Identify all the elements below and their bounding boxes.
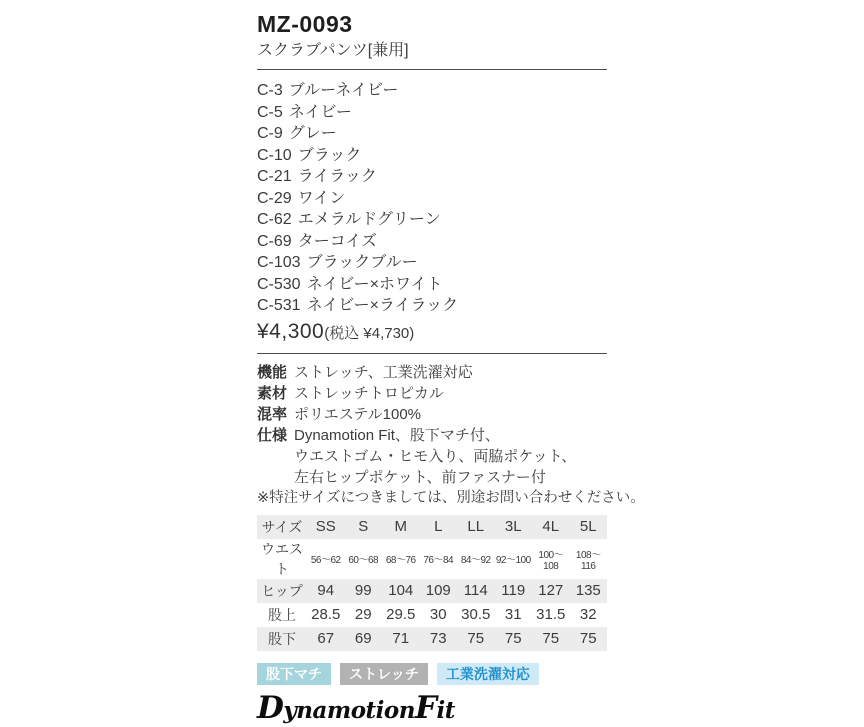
size-cell: M [382, 515, 420, 539]
color-code: C-21 [257, 168, 292, 185]
badge-stretch: ストレッチ [340, 663, 428, 685]
inseam-cell: 71 [382, 627, 420, 651]
spec-label: 素材 [257, 384, 288, 402]
waist-cell: 100〜108 [538, 549, 564, 572]
color-list-item [257, 274, 607, 296]
color-name: ブルーネイビー [288, 82, 399, 99]
color-list-item [257, 80, 607, 102]
waist-cell: 56〜62 [310, 555, 341, 566]
color-list-item [257, 123, 607, 145]
row-label: 股上 [268, 606, 296, 623]
spec-label: 機能 [257, 363, 288, 381]
color-list-item [257, 231, 607, 253]
spec-row [257, 383, 607, 404]
hip-cell: 99 [345, 579, 383, 603]
hip-cell: 119 [495, 579, 533, 603]
product-name: スクラブパンツ[兼用] [257, 42, 409, 59]
color-code: C-531 [257, 297, 301, 314]
size-cell: LL [457, 515, 495, 539]
inseam-cell: 67 [307, 627, 345, 651]
color-name: ライラック [297, 168, 377, 185]
inseam-row [257, 627, 607, 651]
logo-letters: ynamotion [283, 696, 415, 724]
waist-cell: 60〜68 [348, 555, 379, 566]
color-code: C-5 [257, 103, 283, 121]
color-code: C-530 [257, 275, 301, 293]
size-cell: SS [307, 515, 345, 539]
inseam-cell: 75 [532, 627, 570, 651]
spec-value-continued: ウエストゴム・ヒモ入り、両脇ポケット、 [294, 447, 577, 465]
color-name: ネイビー×ライラック [306, 297, 459, 314]
color-name: ターコイズ [297, 232, 378, 250]
color-name: ネイビー×ホワイト [306, 275, 443, 293]
color-list-item [257, 145, 607, 167]
hip-row [257, 579, 607, 603]
row-label: ヒップ [257, 579, 307, 603]
rise-cell: 31.5 [536, 606, 566, 623]
color-list-item [257, 166, 607, 188]
hip-cell: 104 [382, 579, 420, 603]
hip-cell: 114 [457, 579, 495, 603]
size-cell: L [420, 515, 458, 539]
logo-letter: F [414, 689, 437, 726]
color-name: ブラック [297, 146, 362, 164]
color-name: エメラルドグリーン [297, 211, 441, 228]
size-cell: 3L [495, 515, 533, 539]
color-list-item [257, 209, 607, 231]
product-code: MZ-0093 [257, 11, 353, 37]
feature-badges [257, 663, 607, 685]
color-list-item [257, 295, 607, 317]
color-name: ブラックブルー [306, 254, 418, 271]
rise-cell: 32 [579, 606, 597, 623]
color-list-item [257, 102, 607, 124]
badge-industrial-wash: 工業洗濯対応 [437, 663, 539, 685]
price-line [257, 320, 607, 344]
hip-cell: 94 [307, 579, 345, 603]
waist-cell: 84〜92 [460, 555, 491, 566]
price-tax-note: (税込 ¥4,730) [324, 324, 415, 342]
spec-label: 仕様 [257, 426, 288, 444]
inseam-cell: 69 [345, 627, 383, 651]
color-code: C-62 [257, 211, 292, 228]
waist-cell: 76〜84 [423, 555, 454, 566]
color-name: ネイビー [288, 103, 352, 121]
spec-value: ストレッチトロピカル [294, 384, 444, 402]
logo-letters: it [436, 696, 455, 724]
color-code: C-29 [257, 189, 292, 207]
spec-row [257, 404, 607, 425]
inseam-cell: 75 [457, 627, 495, 651]
color-list-item [257, 252, 607, 274]
price: ¥4,300 [257, 319, 325, 343]
spec-value: ストレッチ、工業洗濯対応 [294, 363, 473, 381]
waist-cell: 108〜116 [575, 549, 601, 572]
rise-cell: 30.5 [461, 606, 491, 623]
rise-cell: 30 [429, 606, 447, 623]
divider-top [257, 69, 607, 70]
color-code: C-10 [257, 146, 292, 164]
row-label: サイズ [257, 515, 307, 539]
size-cell: S [345, 515, 383, 539]
spec-value: ポリエステル100% [294, 405, 422, 423]
rise-cell: 29.5 [386, 606, 416, 623]
product-sheet [257, 0, 645, 727]
color-code: C-3 [257, 82, 283, 99]
spec-label: 混率 [257, 405, 288, 423]
waist-row [257, 539, 607, 579]
spec-value: Dynamotion Fit、股下マチ付、 [294, 426, 500, 444]
rise-cell: 28.5 [311, 606, 341, 623]
color-name: グレー [288, 125, 337, 142]
hip-cell: 109 [420, 579, 458, 603]
color-code: C-69 [257, 232, 292, 250]
spec-row [257, 362, 607, 383]
waist-cell: 92〜100 [495, 555, 531, 566]
size-table-header-row [257, 515, 607, 539]
color-list-item [257, 188, 607, 210]
custom-size-note: ※特注サイズにつきましては、別途お問い合わせください。 [257, 489, 645, 506]
row-label: 股下 [257, 627, 307, 651]
spec-row [257, 425, 607, 446]
hip-cell: 135 [570, 579, 608, 603]
color-code: C-103 [257, 254, 301, 271]
rise-row [257, 603, 607, 627]
size-cell: 4L [532, 515, 570, 539]
dynamotion-fit-logo [257, 689, 607, 727]
inseam-cell: 73 [420, 627, 458, 651]
rise-cell: 31 [504, 606, 522, 623]
logo-letter: D [257, 689, 284, 726]
spec-value-continued: 左右ヒップポケット、前ファスナー付 [294, 468, 546, 486]
color-code: C-9 [257, 125, 283, 142]
inseam-cell: 75 [495, 627, 533, 651]
badge-inseam-gusset: 股下マチ [257, 663, 331, 685]
hip-cell: 127 [532, 579, 570, 603]
color-name: ワイン [297, 189, 346, 207]
row-label: ウエスト [261, 540, 303, 577]
spec-section [257, 362, 645, 509]
size-cell: 5L [570, 515, 608, 539]
size-table [257, 515, 607, 651]
rise-cell: 29 [354, 606, 372, 623]
waist-cell: 68〜76 [385, 555, 416, 566]
color-list [257, 80, 607, 317]
divider-middle [257, 353, 607, 354]
inseam-cell: 75 [570, 627, 608, 651]
